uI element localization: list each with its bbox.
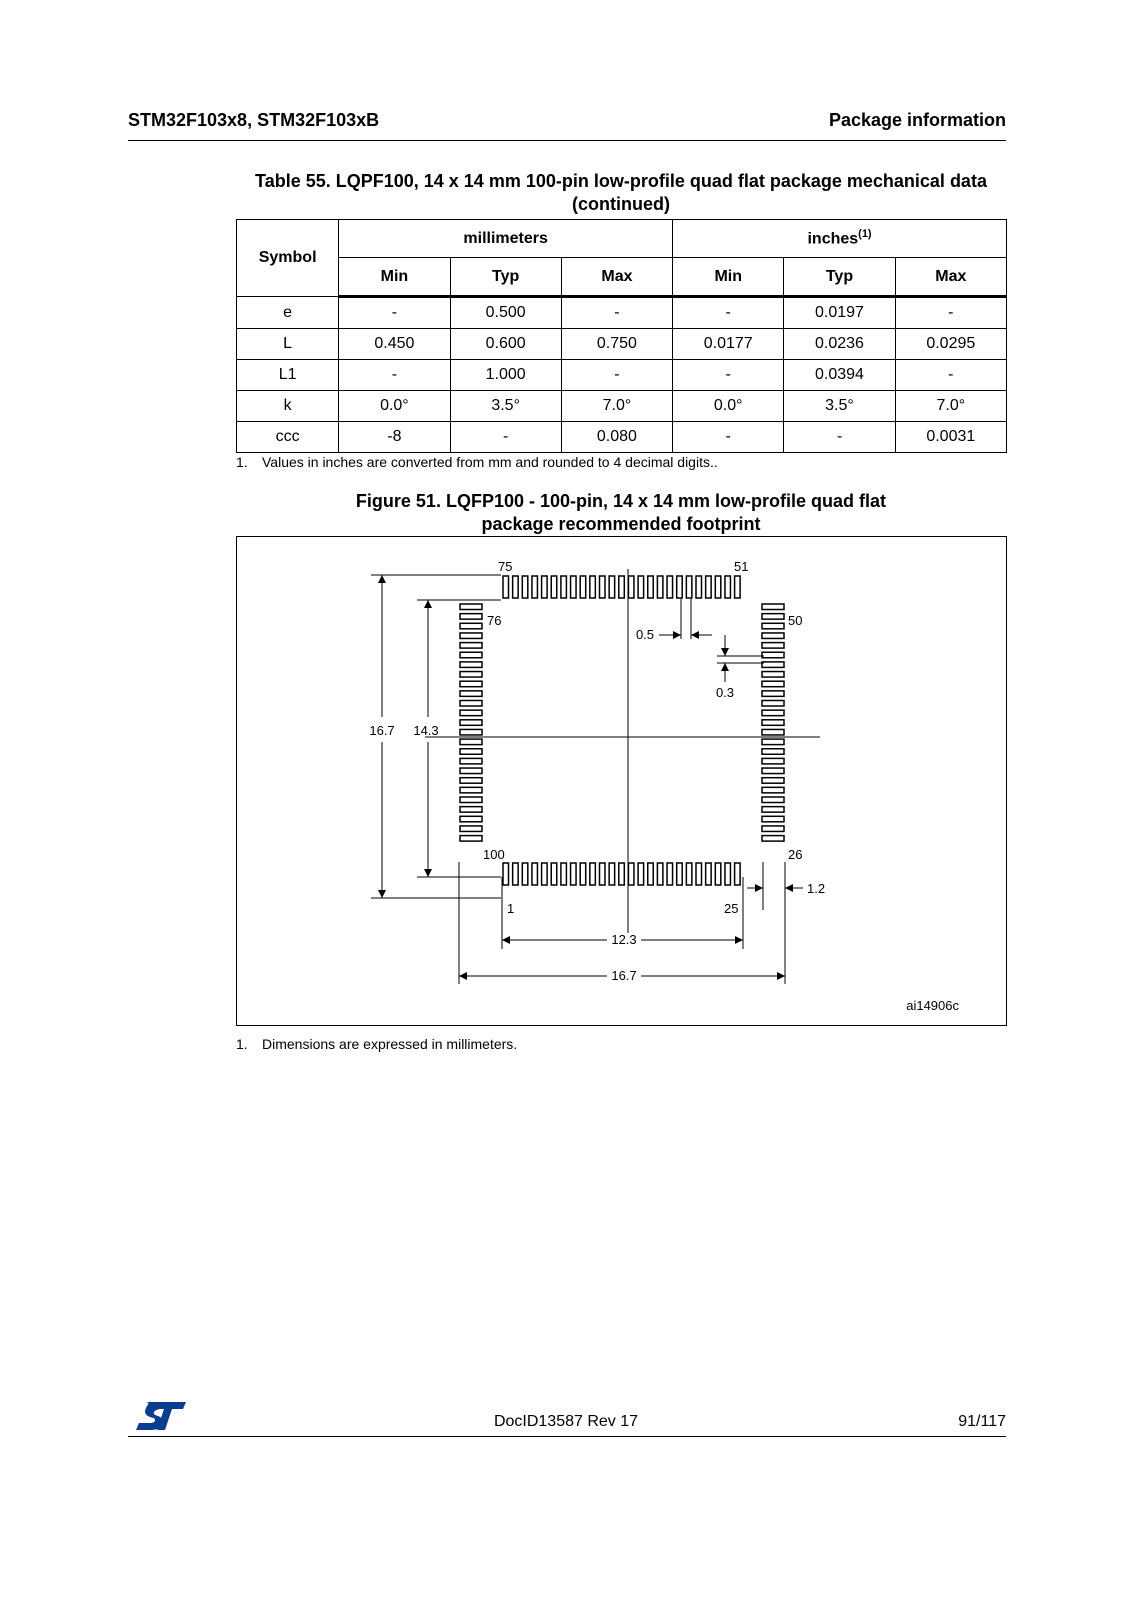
symbol-header: Symbol [237, 220, 339, 297]
footprint-pad [460, 749, 482, 755]
pin-label-1: 1 [507, 901, 515, 916]
footprint-pad [460, 797, 482, 803]
footprint-pad [762, 826, 784, 832]
footprint-pad [460, 768, 482, 774]
footprint-pad [762, 614, 784, 620]
row-span-label: 12.3 [611, 932, 637, 947]
footprint-pad [460, 758, 482, 764]
footprint-pad [762, 672, 784, 678]
footprint-pad [561, 576, 567, 598]
footprint-pad [762, 778, 784, 784]
footprint-pad [762, 604, 784, 610]
pad-width-dimension [717, 635, 764, 682]
footprint-pad [638, 863, 644, 885]
footprint-pad [762, 729, 784, 735]
table-caption [236, 170, 1006, 216]
table-cell: 3.5° [450, 391, 561, 422]
pad-width-label: 0.3 [715, 685, 735, 700]
footprint-pad [762, 739, 784, 745]
col-header: Max [895, 258, 1006, 297]
footprint-pad [735, 863, 741, 885]
mechanical-data-table [236, 219, 1007, 453]
pin-label-50: 50 [788, 613, 803, 628]
pin-label-25: 25 [724, 901, 739, 916]
footprint-pad [522, 863, 528, 885]
footprint-pad [513, 576, 519, 598]
pin-label-26: 26 [788, 847, 803, 862]
footprint-pad [460, 816, 482, 822]
table-cell: 0.0295 [895, 329, 1006, 360]
table-cell: 0.450 [339, 329, 450, 360]
footprint-pad [706, 863, 712, 885]
footprint-pad [667, 576, 673, 598]
footprint-pad [762, 681, 784, 687]
section-title: Package information [828, 110, 1006, 130]
footprint-pad [762, 758, 784, 764]
table-cell: -8 [339, 422, 450, 453]
footprint-pad [657, 576, 663, 598]
table-cell: - [673, 422, 784, 453]
table-cell: 0.500 [450, 297, 561, 329]
footprint-pad [677, 863, 683, 885]
footnote-text: Values in inches are converted from mm and rounded to 4 decimal digits.. [262, 454, 718, 470]
millimeters-header: millimeters [339, 220, 673, 258]
footprint-pad [460, 691, 482, 697]
table-cell: 0.600 [450, 329, 561, 360]
footprint-pad [762, 633, 784, 639]
table-cell: 0.0° [339, 391, 450, 422]
footprint-pad [460, 643, 482, 649]
footprint-pad [762, 701, 784, 707]
footprint-pad [513, 863, 519, 885]
table-row [237, 329, 1007, 360]
footprint-pad [580, 576, 586, 598]
footprint-pad [696, 863, 702, 885]
table-cell: 0.0031 [895, 422, 1006, 453]
footprint-pad [542, 576, 548, 598]
pitch-label: 0.5 [635, 627, 655, 642]
figure-footnote [236, 1036, 517, 1052]
inches-header [673, 220, 1007, 258]
footprint-pad [706, 576, 712, 598]
footprint-pad [648, 863, 654, 885]
footprint-pad [667, 863, 673, 885]
pin-label-76: 76 [487, 613, 502, 628]
footprint-pad [460, 681, 482, 687]
table-footnote [236, 454, 718, 470]
table-cell: L [237, 329, 339, 360]
footprint-pad [725, 863, 731, 885]
table-cell: k [237, 391, 339, 422]
pin-label-100: 100 [483, 847, 505, 862]
footprint-pad [460, 807, 482, 813]
table-cell: - [784, 422, 895, 453]
pin-label-75: 75 [498, 559, 513, 574]
col-header: Min [339, 258, 450, 297]
footprint-pad [561, 863, 567, 885]
table-cell: e [237, 297, 339, 329]
footprint-pad [762, 623, 784, 629]
footprint-pad [460, 701, 482, 707]
header-divider [128, 140, 1006, 141]
table-cell: 0.750 [561, 329, 672, 360]
footprint-pad [542, 863, 548, 885]
pad-length-dimension [747, 862, 803, 984]
table-cell: - [673, 360, 784, 391]
table-cell: - [339, 297, 450, 329]
footprint-pad [609, 863, 615, 885]
footprint-pad [762, 652, 784, 658]
table-row [237, 297, 1007, 329]
footprint-pad [590, 576, 596, 598]
footprint-pad [762, 836, 784, 842]
footprint-pad [715, 863, 721, 885]
footprint-drawing [237, 537, 1006, 1025]
footprint-pad [657, 863, 663, 885]
inner-height-label: 14.3 [413, 723, 439, 738]
bottom-pad-row [503, 863, 740, 885]
footprint-pad [762, 797, 784, 803]
footprint-pad [460, 720, 482, 726]
table-cell: 0.0197 [784, 297, 895, 329]
outer-width-label: 16.7 [611, 968, 637, 983]
table-caption-line1: Table 55. LQPF100, 14 x 14 mm 100-pin low-profile quad flat package mechanical data [255, 171, 987, 191]
pitch-dimension [659, 599, 712, 639]
footprint-pad [460, 826, 482, 832]
table-cell: 0.0177 [673, 329, 784, 360]
footprint-pad [532, 863, 538, 885]
footprint-pad [762, 643, 784, 649]
document-title: STM32F103x8, STM32F103xB [128, 110, 380, 130]
footprint-pad [762, 710, 784, 716]
footprint-pad [503, 576, 509, 598]
top-pad-row [503, 576, 740, 598]
table-cell: 3.5° [784, 391, 895, 422]
footprint-pad [628, 863, 634, 885]
figure-caption-line2: package recommended footprint [481, 514, 761, 534]
footprint-pad [522, 576, 528, 598]
table-cell: ccc [237, 422, 339, 453]
footprint-pad [638, 576, 644, 598]
col-header: Typ [450, 258, 561, 297]
footprint-pad [460, 662, 482, 668]
table-caption-line2: (continued) [572, 194, 670, 214]
table-cell: - [895, 360, 1006, 391]
footprint-pad [580, 863, 586, 885]
outer-height-label: 16.7 [369, 723, 395, 738]
footprint-pad [619, 863, 625, 885]
footnote-number: 1. [236, 1036, 248, 1052]
figure-caption-line1: Figure 51. LQFP100 - 100-pin, 14 x 14 mm low-profile quad flat [355, 491, 887, 511]
footprint-pad [762, 768, 784, 774]
footprint-pad [571, 576, 577, 598]
pin-label-51: 51 [734, 559, 749, 574]
left-pad-column [460, 604, 482, 841]
table-cell: - [561, 360, 672, 391]
footprint-pad [762, 816, 784, 822]
footprint-pad [609, 576, 615, 598]
table-cell: 1.000 [450, 360, 561, 391]
footprint-pad [600, 863, 606, 885]
footprint-pad [460, 633, 482, 639]
footer-divider [128, 1436, 1006, 1437]
footprint-pad [460, 652, 482, 658]
footprint-pad [686, 863, 692, 885]
footprint-pad [725, 576, 731, 598]
table-cell: - [450, 422, 561, 453]
footprint-pad [460, 710, 482, 716]
footprint-pad [600, 576, 606, 598]
footprint-pad [762, 691, 784, 697]
footprint-pad [460, 614, 482, 620]
pad-length-label: 1.2 [807, 881, 826, 896]
footprint-pad [762, 787, 784, 793]
figure-caption [236, 490, 1006, 536]
footprint-pad [735, 576, 741, 598]
right-pad-column [762, 604, 784, 841]
col-header: Typ [784, 258, 895, 297]
table-cell: 0.0° [673, 391, 784, 422]
table-cell: 0.080 [561, 422, 672, 453]
col-header: Min [673, 258, 784, 297]
footprint-pad [619, 576, 625, 598]
footprint-pad [551, 863, 557, 885]
footprint-pad [677, 576, 683, 598]
footprint-pad [460, 739, 482, 745]
footprint-pad [551, 576, 557, 598]
footprint-pad [460, 778, 482, 784]
table-cell: - [895, 297, 1006, 329]
footprint-pad [590, 863, 596, 885]
footprint-pad [571, 863, 577, 885]
footprint-pad [762, 749, 784, 755]
footprint-pad [696, 576, 702, 598]
footprint-pad [460, 729, 482, 735]
footprint-pad [762, 807, 784, 813]
table-cell: - [339, 360, 450, 391]
table-row [237, 360, 1007, 391]
footprint-pad [762, 720, 784, 726]
footprint-pad [503, 863, 509, 885]
inches-header-label: inches [807, 230, 859, 248]
table-cell: 0.0236 [784, 329, 895, 360]
table-row [237, 422, 1007, 453]
footprint-pad [715, 576, 721, 598]
page-number: 91/117 [958, 1413, 1006, 1430]
table-cell: 0.0394 [784, 360, 895, 391]
table-cell: - [673, 297, 784, 329]
footprint-pad [686, 576, 692, 598]
footprint-pad [460, 836, 482, 842]
footprint-pad [762, 662, 784, 668]
table-cell: L1 [237, 360, 339, 391]
footnote-number: 1. [236, 454, 248, 470]
footprint-pad [648, 576, 654, 598]
footprint-pad [460, 787, 482, 793]
footprint-pad [460, 672, 482, 678]
table-row [237, 391, 1007, 422]
doc-id: DocID13587 Rev 17 [493, 1413, 639, 1430]
inner-height-dimension [417, 600, 501, 877]
col-header: Max [561, 258, 672, 297]
footprint-pad [628, 576, 634, 598]
inches-note-ref: (1) [858, 228, 872, 241]
footprint-pad [460, 623, 482, 629]
figure-id: ai14906c [906, 998, 959, 1013]
table-cell: - [561, 297, 672, 329]
table-cell: 7.0° [561, 391, 672, 422]
table-cell: 7.0° [895, 391, 1006, 422]
footprint-pad [532, 576, 538, 598]
footprint-pad [460, 604, 482, 610]
footnote-text: Dimensions are expressed in millimeters. [262, 1036, 518, 1052]
